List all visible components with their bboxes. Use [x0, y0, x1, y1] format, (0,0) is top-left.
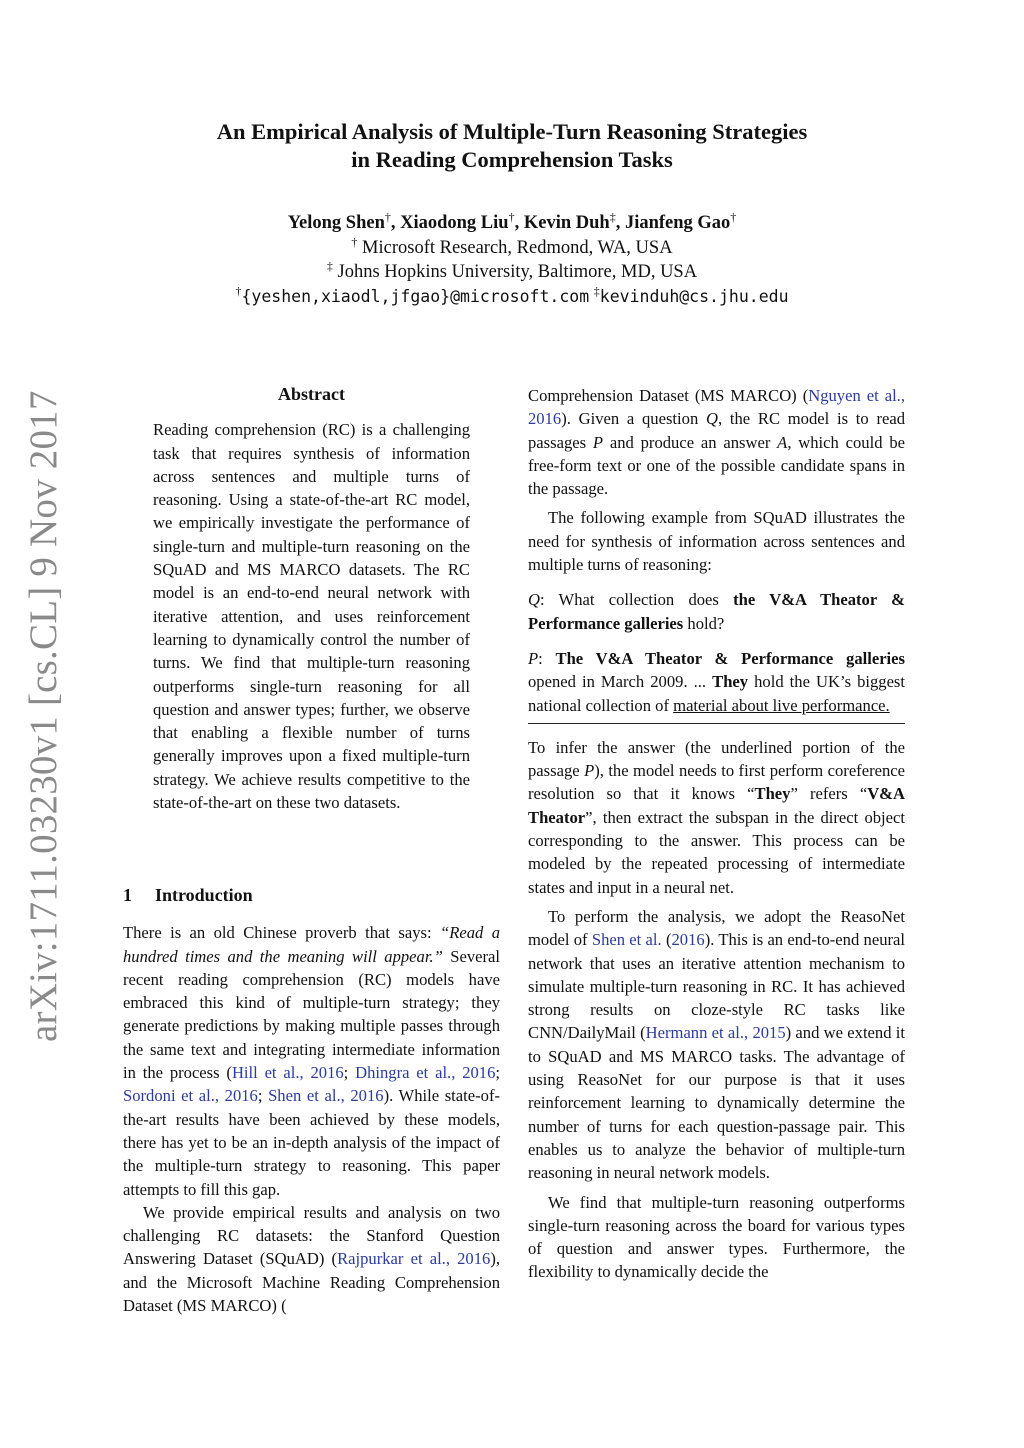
intro-paragraph-6: We find that multiple-turn reasoning outperforms single-turn reasoning across the board for various types of question and answer types. Furthermore, the flexibility to dynamically decide the: [528, 1192, 905, 1282]
section-heading-introduction: [123, 884, 500, 907]
dagger-mark: †: [351, 234, 358, 249]
citation-link[interactable]: Hermann et al., 2015: [645, 1023, 786, 1043]
citation-link[interactable]: Sordoni et al., 2016: [123, 1086, 258, 1106]
right-column: [528, 384, 905, 1284]
citation-link[interactable]: Dhingra et al., 2016: [355, 1063, 496, 1083]
author-name: Kevin Duh: [523, 213, 610, 233]
answer-span: material about live performance.: [673, 695, 890, 715]
intro-paragraph-4: To infer the answer (the underlined portion of the passage P), the model needs to first perform coreference resolution so that it knows “They” refers “V&A Theator”, then extract the subspan in the direct object corresponding to the answer. This process can be modeled by the repeated processing of intermediate states and input in a neural net.: [528, 737, 905, 897]
email-microsoft[interactable]: {yeshen,xiaodl,jfgao}@microsoft.com: [241, 286, 590, 306]
author-emails: [0, 285, 1024, 310]
paper-title: [0, 118, 1024, 174]
abstract-section: [153, 383, 470, 814]
example-passage: P: The V&A Theator & Performance galleries opened in March 2009. ... They hold the UK’s biggest national collection of material about live performance.: [528, 648, 905, 715]
intro-paragraph-2-continued: Comprehension Dataset (MS MARCO) (Nguyen et al., 2016). Given a question Q, the RC model is to read passages P and produce an answer A, which could be free-form text or one of the possible candidate spans in the passage.: [528, 386, 906, 499]
affiliation-text: Johns Hopkins University, Baltimore, MD, USA: [337, 262, 698, 282]
email-jhu[interactable]: kevinduh@cs.jhu.edu: [599, 286, 789, 306]
arxiv-stamp: arXiv:1711.03230v1 [cs.CL] 9 Nov 2017: [22, 390, 65, 1042]
author-name: Xiaodong Liu: [400, 213, 509, 233]
intro-paragraph-2: We provide empirical results and analysis on two challenging RC datasets: the Stanford Question Answering Dataset (SQuAD) (Rajpurkar et al., 2016), and the Microsoft Machine Reading Comprehension Dataset (MS MARCO) (: [123, 1202, 500, 1316]
citation-link[interactable]: Shen et al., 2016: [268, 1086, 384, 1106]
continued-dataset-name: Comprehension Dataset (MS MARCO) (: [528, 386, 809, 405]
intro-paragraph-1: There is an old Chinese proverb that says: “Read a hundred times and the meaning will appear.” Several recent reading comprehension (RC) models have embraced this kind of multiple-turn strategy; they generate predictions by making multiple passes through the same text and integrating intermediate information in the process (Hill et al., 2016; Dhingra et al., 2016; Sordoni et al., 2016; Shen et al., 2016). While state-of-the-art results have been achieved by these models, there has yet to be an in-depth analysis of the impact of the multiple-turn strategy to reasoning. This paper attempts to fill this gap.: [123, 923, 500, 1199]
dagger-mark: †: [730, 210, 737, 224]
intro-paragraph-3: The following example from SQuAD illustrates the need for synthesis of information across sentences and multiple turns of reasoning:: [528, 508, 905, 575]
example-question: Q: What collection does the V&A Theator & Performance galleries hold?: [528, 590, 905, 633]
citation-link[interactable]: Rajpurkar et al., 2016: [337, 1249, 491, 1269]
citation-link[interactable]: Nguyen et al., 2016: [528, 386, 905, 429]
left-column: [123, 862, 500, 1317]
title-line-1: An Empirical Analysis of Multiple-Turn Reasoning Strategies: [216, 119, 808, 144]
ddagger-mark: ‡: [326, 259, 333, 273]
abstract-text: Reading comprehension (RC) is a challenging task that requires synthesis of information across sentences and multiple turns of reasoning. Using a state-of-the-art RC model, we empirically investigate the performance of single-turn and multiple-turn reasoning on the SQuAD and MS MARCO datasets. The RC model is an end-to-end neural network with iterative attention, and uses reinforcement learning to dynamically control the number of turns. We find that multiple-turn reasoning outperforms single-turn reasoning for all question and answer types; further, we observe that enabling a flexible number of turns generally improves upon a fixed multiple-turn strategy. We achieve results competitive to the state-of-the-art on these two datasets.: [153, 420, 470, 813]
affiliation-1: [0, 236, 1024, 261]
author-name: Jianfeng Gao: [624, 213, 731, 233]
abstract-heading: Abstract: [278, 384, 345, 404]
citation-link[interactable]: Shen et al.: [591, 930, 662, 950]
affiliation-text: Microsoft Research, Redmond, WA, USA: [362, 237, 673, 258]
proverb-quote: “Read a hundred times and the meaning will appear.”: [123, 923, 500, 966]
author-block: [0, 211, 1024, 309]
dagger-mark: †: [235, 283, 242, 298]
dagger-mark: †: [508, 210, 515, 224]
title-line-2: in Reading Comprehension Tasks: [351, 147, 673, 172]
example-divider: [528, 723, 905, 724]
author-name: Yelong Shen: [287, 213, 385, 233]
ddagger-mark: ‡: [593, 283, 600, 298]
dagger-mark: †: [384, 210, 391, 224]
citation-link[interactable]: Hill et al., 2016: [231, 1063, 344, 1083]
section-title: Introduction: [155, 885, 253, 905]
author-names: Yelong Shen†, Xiaodong Liu†, Kevin Duh‡, Jianfeng Gao†: [287, 210, 737, 233]
intro-paragraph-5: To perform the analysis, we adopt the ReasoNet model of Shen et al. (2016). This is an end-to-end neural network that uses an iterative attention mechanism to simulate multiple-turn reasoning in RC. It has achieved strong results on cloze-style RC tasks like CNN/DailyMail (Hermann et al., 2015) and we extend it to SQuAD and MS MARCO tasks. The advantage of using ReasoNet for our purpose is that it uses reinforcement learning to dynamically determine the number of turns for each question-passage pair. This enables us to analyze the behavior of multiple-turn reasoning in neural network models.: [528, 906, 905, 1183]
citation-year-link[interactable]: 2016: [671, 930, 705, 950]
affiliation-2: [0, 260, 1024, 285]
ddagger-mark: ‡: [609, 210, 616, 224]
section-number: 1: [123, 885, 132, 905]
